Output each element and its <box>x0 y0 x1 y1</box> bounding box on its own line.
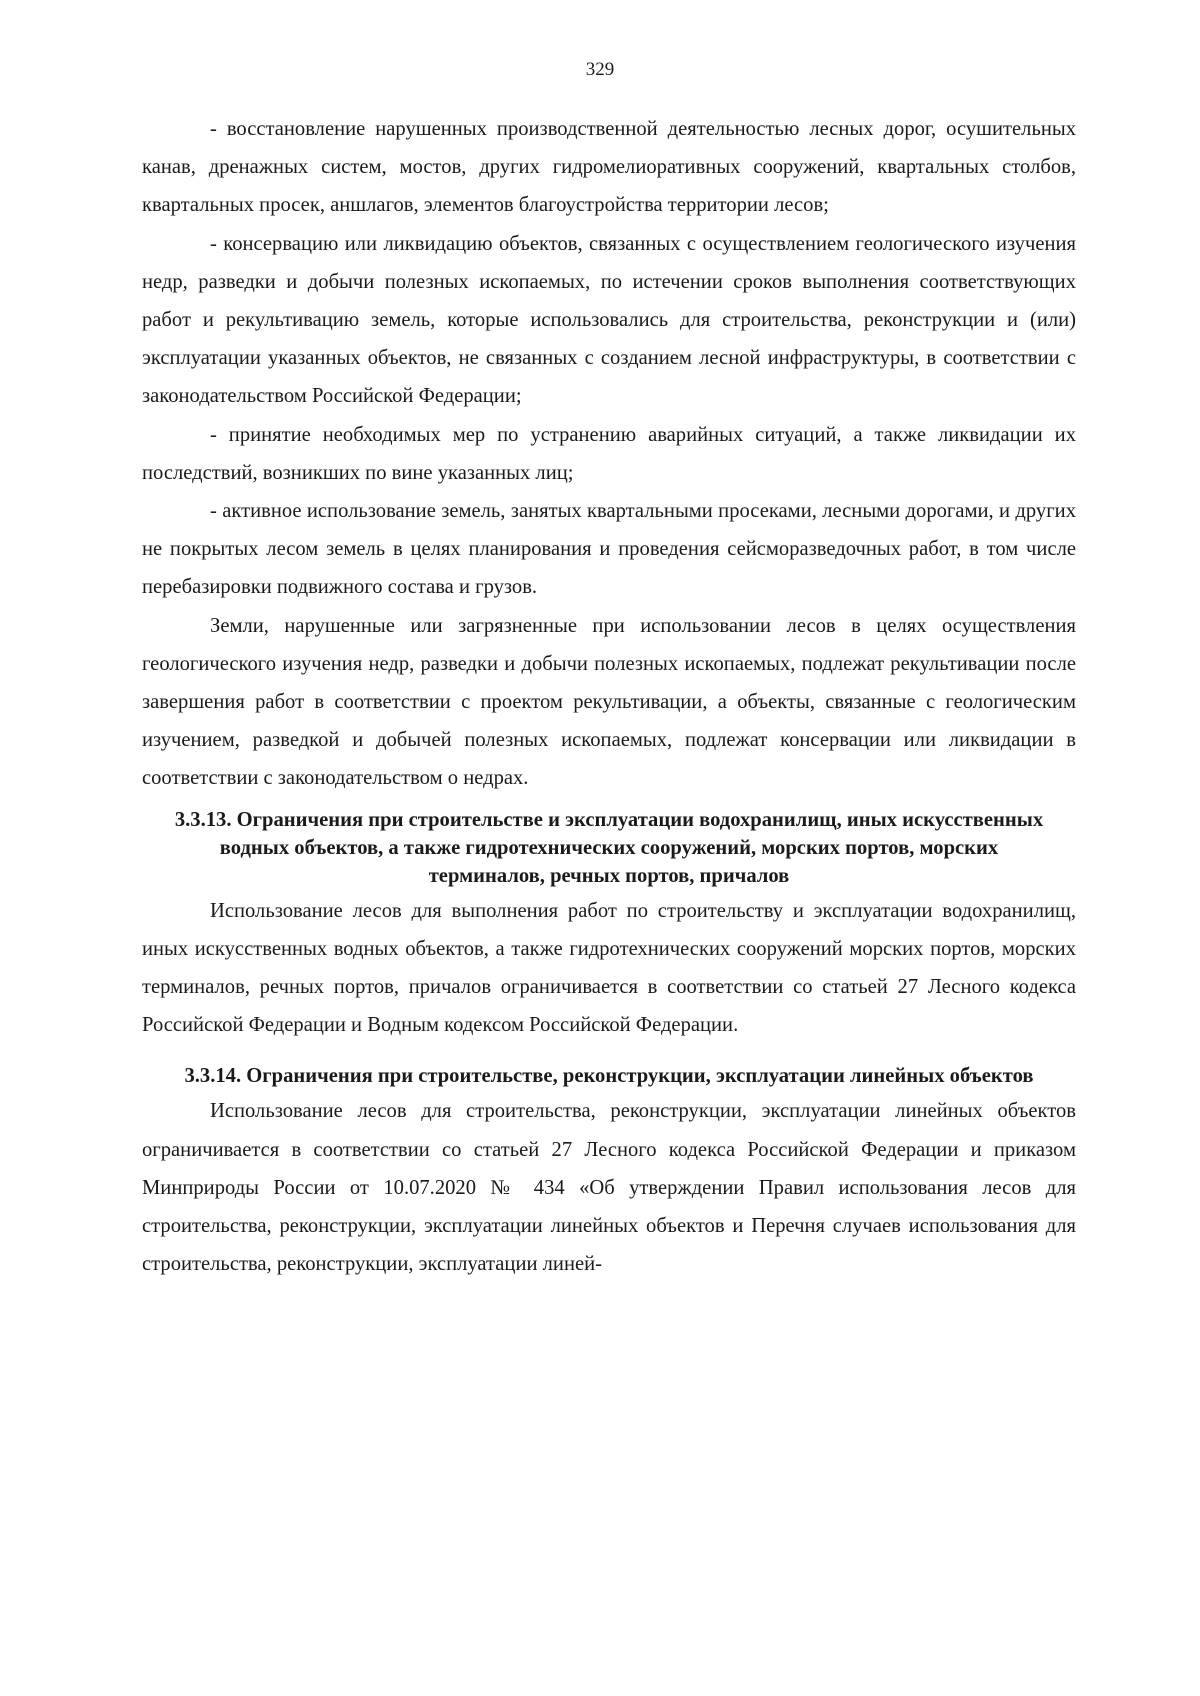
paragraph-restoration: - восстановление нарушенных производственной деятельностью лесных дорог, осушительных канав, дренажных систем, мостов, других гидромелиоративных сооружений, квартальных столбов, квартальных просек, аншлагов, элементов благоустройства территории лесов; <box>142 118 1076 217</box>
document-body <box>142 110 1076 1283</box>
paragraph-reservoirs: Использование лесов для выполнения работ по строительству и эксплуатации водохранилищ, иных искусственных водных объектов, а также гидротехнических сооружений морских портов, морских терминалов, речных портов, причалов ограничивается в соответствии со статьей 27 Лесного кодекса Российской Федерации и Водным кодексом Российской Федерации. <box>142 899 1076 1037</box>
paragraph-emergency-measures: - принятие необходимых мер по устранению аварийных ситуаций, а также ликвидации их последствий, возникших по вине указанных лиц; <box>142 423 1076 484</box>
paragraph-linear-objects: Использование лесов для строительства, реконструкции, эксплуатации линейных объектов ограничивается в соответствии со статьей 27 Лесного кодекса Российской Федерации и приказом Минприроды России от 10.07.2020 № 434 «Об утверждении Правил использования лесов для строительства, реконструкции, эксплуатации линейных объектов и Перечня случаев использования для строительства, реконструкции, эксплуатации линей- <box>142 1100 1076 1276</box>
section-heading-3-3-13: 3.3.13. Ограничения при строительстве и эксплуатации водохранилищ, иных искусственных водных объектов, а также гидротехнических сооружений, морских портов, морских терминалов, речных портов, причалов <box>174 808 1044 887</box>
paragraph-recultivation: Земли, нарушенные или загрязненные при использовании лесов в целях осуществления геологического изучения недр, разведки и добычи полезных ископаемых, подлежат рекультивации после завершения работ в соответствии с проектом рекультивации, а объекты, связанные с геологическим изучением, разведкой и добычей полезных ископаемых, подлежат консервации или ликвидации в соответствии с законодательством о недрах. <box>142 614 1076 790</box>
section-heading-3-3-14: 3.3.14. Ограничения при строительстве, реконструкции, эксплуатации линейных объектов <box>184 1065 1034 1088</box>
paragraph-seismic-works: - активное использование земель, занятых квартальными просеками, лесными дорогами, и других не покрытых лесом земель в целях планирования и проведения сейсморазведочных работ, в том числе перебазировки подвижного состава и грузов. <box>142 500 1076 599</box>
paragraph-conservation: - консервацию или ликвидацию объектов, связанных с осуществлением геологического изучения недр, разведки и добычи полезных ископаемых, по истечении сроков выполнения соответствующих работ и рекультивацию земель, которые использовались для строительства, реконструкции и (или) эксплуатации указанных объектов, не связанных с созданием лесной инфраструктуры, в соответствии с законодательством Российской Федерации; <box>142 232 1076 408</box>
page-number: 329 <box>585 59 615 80</box>
